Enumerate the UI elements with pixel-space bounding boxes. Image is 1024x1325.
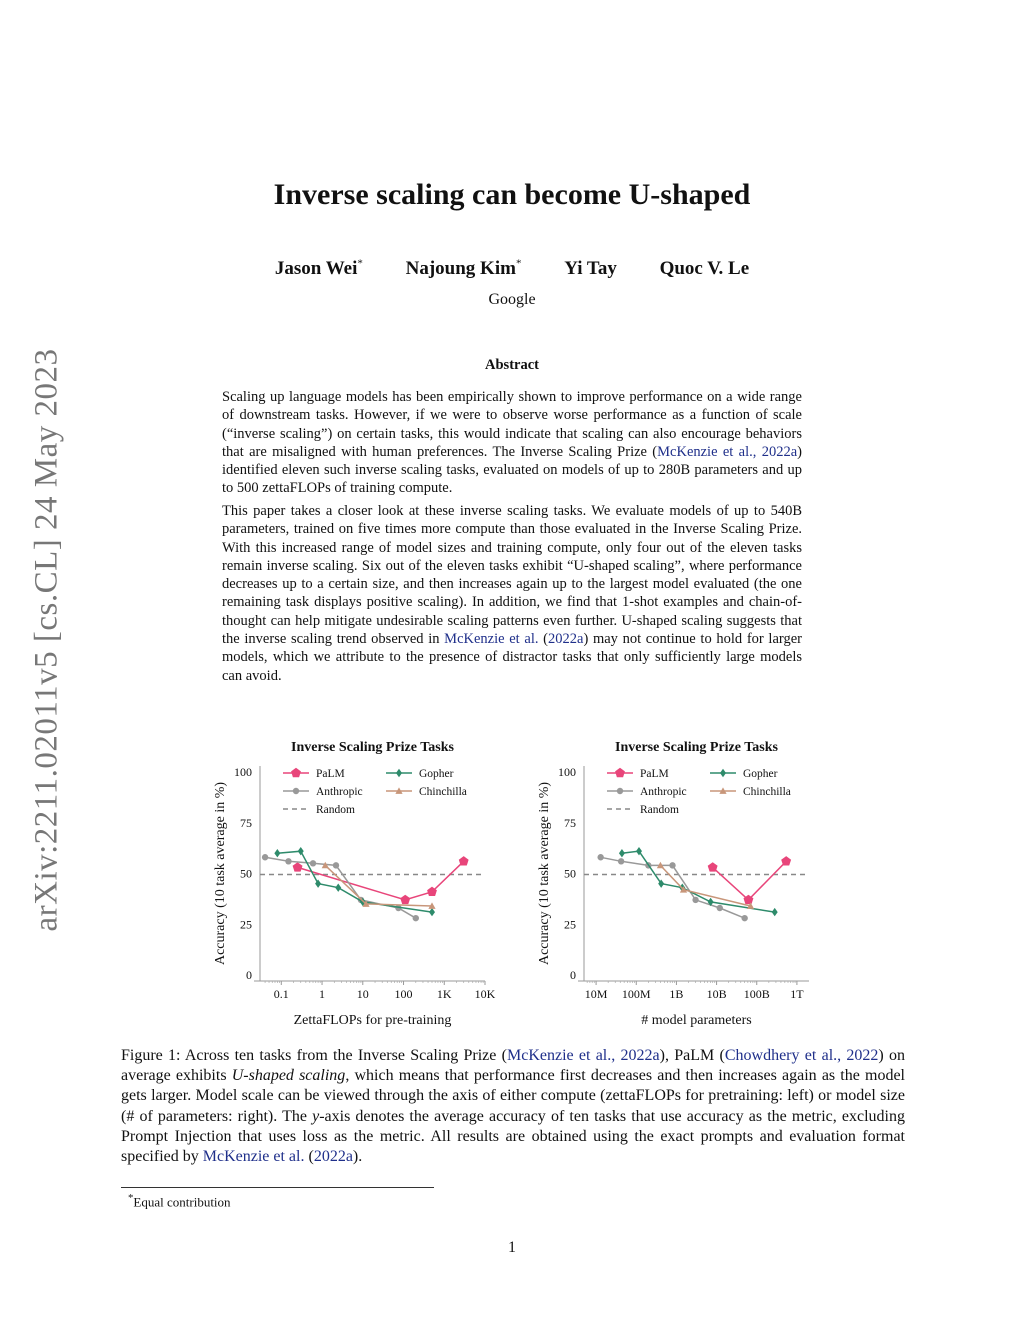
footnote: *Equal contribution [128, 1192, 231, 1210]
series-line-gopher [277, 851, 432, 912]
data-point-anthropic [262, 854, 268, 860]
legend-label-anthropic: Anthropic [316, 786, 363, 798]
y-tick-label: 75 [564, 815, 576, 830]
x-tick-label: 10 [356, 987, 369, 1001]
data-point-gopher [335, 884, 341, 892]
chart-title: Inverse Scaling Prize Tasks [291, 740, 454, 755]
citation-link[interactable]: 2022a [313, 1148, 353, 1166]
paper-title: Inverse scaling can become U-shaped [273, 178, 751, 211]
y-tick-label: 0 [246, 968, 252, 982]
y-tick-label: 0 [570, 968, 576, 982]
x-tick-label: 10B [706, 987, 727, 1001]
data-point-anthropic [669, 862, 675, 868]
arxiv-stamp: arXiv:2211.02011v5 [cs.CL] 24 May 2023 [28, 348, 64, 932]
x-tick-label: 1T [790, 987, 804, 1001]
legend-marker-palm [615, 768, 625, 777]
legend-label-palm: PaLM [316, 768, 345, 780]
x-tick-label: 1B [669, 987, 684, 1001]
data-point-gopher [772, 908, 778, 916]
y-tick-label: 100 [234, 765, 252, 779]
author: Najoung Kim* [405, 258, 522, 280]
data-point-anthropic [413, 915, 419, 921]
data-point-palm [781, 856, 791, 865]
legend-label-gopher: Gopher [743, 768, 778, 780]
y-tick-label: 100 [558, 765, 576, 779]
abstract-paragraph-2: This paper takes a closer look at these inverse scaling tasks. We evaluate models of up to 540B parameters, trained on five times more compute than those evaluated in the Inverse Scaling Prize. With this increased range of model sizes and training compute, only four out of the eleven tasks remain inverse scaling. Six out of the eleven tasks exhibit “U-shaped scaling”, where performance decreases up to a certain size, and then increases again up to the largest model evaluated (the one remaining task displays positive scaling). In addition, we find that 1-shot examples and chain-of-thought can help mitigate undesirable scaling patterns even further. U-shaped scaling suggests that the inverse scaling trend observed in McKenzie et al. (2022a) may not continue to hold for larger models, which we attribute to the presence of distractor tasks that only sufficiently large models can avoid. [222, 503, 802, 684]
citation-link[interactable]: 2022a [548, 631, 584, 648]
citation-link[interactable]: McKenzie et al., 2022a [506, 1047, 660, 1064]
data-point-anthropic [310, 860, 316, 866]
y-tick-label: 25 [564, 917, 576, 932]
y-axis-label: Accuracy (10 task average in %) [537, 781, 552, 966]
author-list [0, 258, 1024, 280]
legend-label-gopher: Gopher [419, 768, 454, 780]
legend-marker-gopher [720, 769, 726, 777]
legend-marker-anthropic [293, 788, 299, 794]
legend-marker-gopher [396, 769, 402, 777]
citation-link[interactable]: McKenzie et al. [202, 1148, 305, 1166]
legend-label-anthropic: Anthropic [640, 786, 687, 798]
legend-marker-palm [291, 768, 301, 777]
data-point-palm [400, 895, 410, 904]
data-point-palm [459, 856, 469, 865]
x-tick-label: 100M [621, 987, 651, 1001]
x-axis-label: ZettaFLOPs for pre-training [293, 1013, 452, 1028]
x-tick-label: 100B [743, 987, 770, 1001]
data-point-anthropic [285, 858, 291, 864]
affiliation: Google [488, 291, 536, 308]
x-tick-label: 1K [436, 987, 452, 1001]
legend-label-palm: PaLM [640, 768, 669, 780]
abstract-heading: Abstract [485, 357, 539, 373]
data-point-gopher [429, 908, 435, 916]
y-tick-label: 50 [240, 866, 252, 881]
citation-link[interactable]: McKenzie et al. [444, 631, 539, 648]
page-number: 1 [508, 1239, 516, 1256]
citation-link[interactable]: Chowdhery et al., 2022 [724, 1047, 879, 1064]
data-point-anthropic [618, 858, 624, 864]
x-tick-label: 10M [584, 987, 608, 1001]
author: Quoc V. Le [659, 258, 750, 280]
data-point-anthropic [333, 862, 339, 868]
data-point-anthropic [741, 915, 747, 921]
author: Jason Wei* [274, 258, 363, 280]
x-tick-label: 100 [394, 987, 413, 1001]
data-point-anthropic [717, 905, 723, 911]
data-point-gopher [619, 849, 625, 857]
data-point-anthropic [597, 854, 603, 860]
x-axis-label: # model parameters [641, 1013, 752, 1028]
data-point-gopher [274, 849, 280, 857]
citation-link[interactable]: McKenzie et al., 2022a [657, 443, 798, 460]
y-axis-label: Accuracy (10 task average in %) [213, 781, 228, 966]
data-point-palm [708, 862, 718, 871]
x-tick-label: 1 [319, 987, 326, 1001]
y-tick-label: 50 [564, 866, 576, 881]
legend-marker-anthropic [617, 788, 623, 794]
author: Yi Tay [564, 258, 617, 280]
legend-label-chinchilla: Chinchilla [743, 786, 791, 798]
figure-charts [208, 732, 828, 1032]
x-tick-label: 0.1 [273, 987, 289, 1001]
data-point-anthropic [692, 897, 698, 903]
legend-label-random: Random [316, 804, 355, 816]
series-line-palm [713, 861, 787, 900]
footnote-rule [121, 1187, 434, 1188]
y-tick-label: 25 [240, 917, 252, 932]
figure-1 [208, 732, 828, 1032]
data-point-palm [293, 862, 303, 871]
y-tick-label: 75 [240, 815, 252, 830]
figure-caption: Figure 1: Across ten tasks from the Inverse Scaling Prize (McKenzie et al., 2022a), PaLM (Chowdhery et al., 2022) on average exhibits U-shaped scaling, which means that performance first decreases and then increases again as the model gets larger. Model scale can be viewed through the axis of either compute (zettaFLOPs for pretraining: left) or model size (# of parameters: right). The y-axis denotes the average accuracy of ten tasks that use accuracy as the metric, excluding Prompt Injection that uses loss as the metric. All results are obtained using the exact prompts and evaluation format specified by McKenzie et al. (2022a). [121, 1047, 906, 1166]
legend-label-random: Random [640, 804, 679, 816]
legend-label-chinchilla: Chinchilla [419, 786, 467, 798]
x-tick-label: 10K [474, 987, 496, 1001]
chart-title: Inverse Scaling Prize Tasks [615, 740, 778, 755]
abstract-paragraph-1: Scaling up language models has been empirically shown to improve performance on a wide range of downstream tasks. However, if we were to observe worse performance as a function of scale (“inverse scaling”) on certain tasks, this would indicate that scaling can also encourage behaviors that are misaligned with human preferences. The Inverse Scaling Prize (McKenzie et al., 2022a) identified eleven such inverse scaling tasks, evaluated on models of up to 280B parameters and up to 500 zettaFLOPs of training compute. [222, 389, 802, 497]
